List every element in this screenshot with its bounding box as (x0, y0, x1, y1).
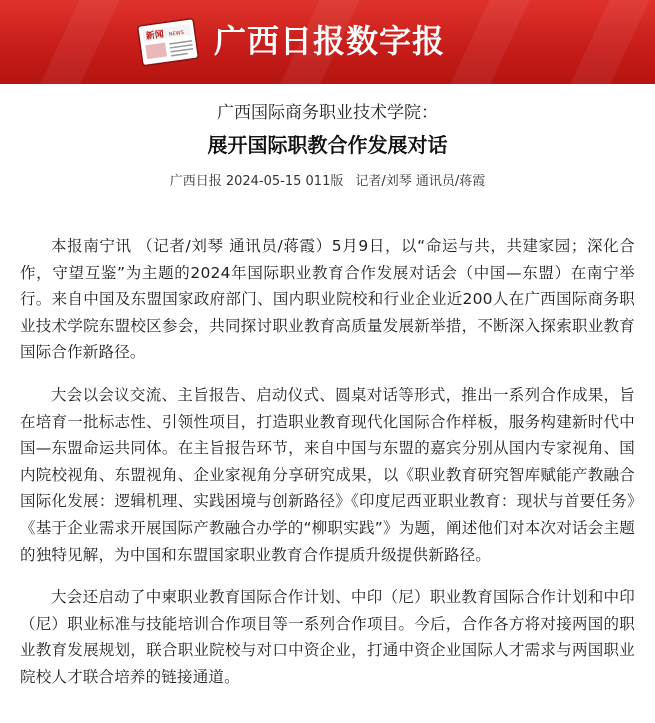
article-paragraph: 大会以会议交流、主旨报告、启动仪式、圆桌对话等形式，推出一系列合作成果，旨在培育一批标志性、引领性项目，打造职业教育现代化国际合作样板，服务构建新时代中国—东盟命运共同体。在主旨报告环节，来自中国与东盟的嘉宾分别从国内专家视角、国内院校视角、东盟视角、企业家视角分享研究成果，以《职业教育研究智库赋能产教融合国际化发展：逻辑机理、实践困境与创新路径》《印度尼西亚职业教育：现状与首要任务》《基于企业需求开展国际产教融合办学的“柳职实践”》为题，阐述他们对本次对话会主题的独特见解，为中国和东盟国家职业教育合作提质升级提供新路径。 (20, 385, 635, 564)
masthead-title: 广西日报数字报 (214, 22, 446, 60)
article-source-date: 广西日报 2024-05-15 011版 (169, 174, 344, 189)
article-body (20, 233, 635, 707)
masthead-banner (0, 0, 655, 84)
article-meta (0, 172, 655, 192)
article-header (0, 100, 655, 192)
banner-stripe (40, 0, 119, 84)
banner-stripe (570, 0, 649, 84)
article-subtitle: 广西国际商务职业技术学院： (217, 103, 438, 123)
banner-stripe (450, 0, 529, 84)
svg-text:新闻: 新闻 (145, 29, 165, 43)
article-paragraph: 大会还启动了中柬职业教育国际合作计划、中印（尼）职业教育国际合作计划和中印（尼）职业标准与技能培训合作项目等一系列合作项目。今后，合作各方将对接两国的职业教育发展规划，联合职业院校与对口中资企业，打通中资企业国际人才需求与两国职业院校人才联合培养的链接通道。 (20, 588, 635, 686)
newspaper-icon (135, 14, 203, 70)
article-authors: 记者/刘琴 通讯员/蒋霞 (355, 174, 486, 189)
svg-text:NEWS: NEWS (168, 29, 185, 38)
article-paragraph: 本报南宁讯 （记者/刘琴 通讯员/蒋霞）5月9日，以“命运与共，共建家园；深化合作，守望互鉴”为主题的2024年国际职业教育合作发展对话会（中国—东盟）在南宁举行。来自中国及东盟国家政府部门、国内职业院校和行业企业近200人在广西国际商务职业技术学院东盟校区参会，共同探讨职业教育高质量发展新举措，不断深入探索职业教育国际合作新路径。 (20, 237, 635, 362)
article-headline: 展开国际职教合作发展对话 (207, 133, 448, 157)
